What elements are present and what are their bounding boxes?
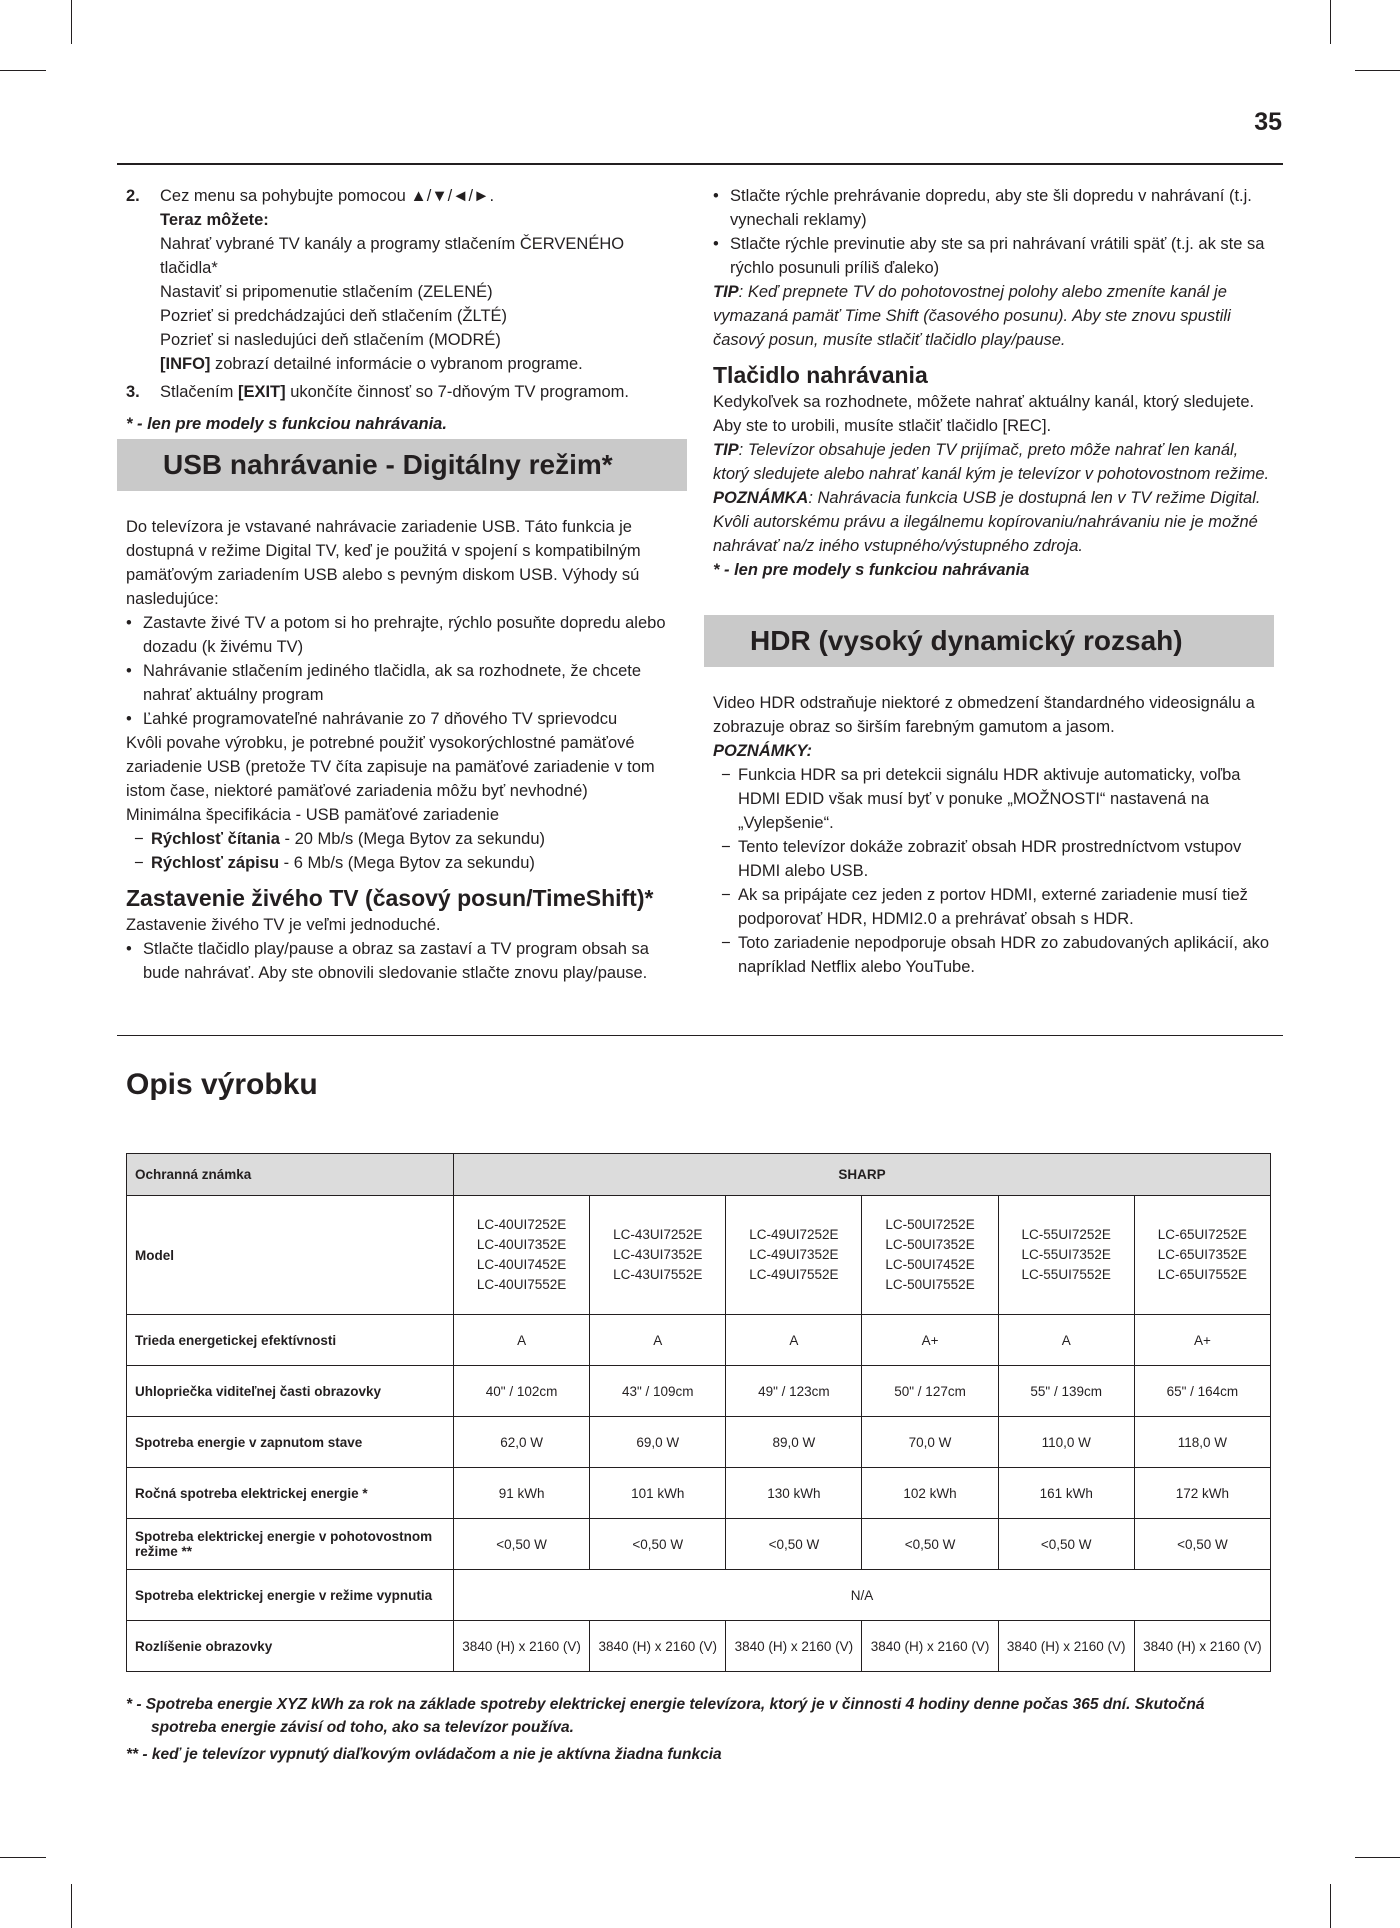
table-cell: 102 kWh [862, 1468, 998, 1519]
table-cell: 110,0 W [998, 1417, 1134, 1468]
table-cell: A [726, 1315, 862, 1366]
body-text: Zastavenie živého TV je veľmi jednoduché. [126, 916, 441, 934]
table-cell: SHARP [454, 1154, 1271, 1196]
table-cell: LC-50UI7252E LC-50UI7352E LC-50UI7452E LC-50UI7552E [862, 1196, 998, 1315]
crop-mark [71, 0, 72, 44]
numbered-item [126, 380, 686, 404]
table-cell: 62,0 W [454, 1417, 590, 1468]
note-text: POZNÁMKA: Nahrávacia funkcia USB je dostupná len v TV režime Digital. Kvôli autorskému právu a ilegálnemu kopírovaniu/nahrávaniu nie je možné nahrávať na/z iného vstupného/výstupného zdroja. [713, 489, 1261, 555]
item-number: 3. [126, 383, 140, 401]
footnote: * - len pre modely s funkciou nahrávania [713, 561, 1030, 579]
body-text: Do televízora je vstavané nahrávacie zariadenie USB. Táto funkcia je dostupná v režime Digital TV, keď je použitá v spojení s kompatibilným pamäťovým zariadením USB alebo s pevným diskom USB. Výhody sú nasledujúce: [126, 518, 641, 608]
page-number: 35 [1254, 108, 1282, 136]
table-cell: 3840 (H) x 2160 (V) [454, 1621, 590, 1672]
table-cell: A+ [862, 1315, 998, 1366]
list-item: − Funkcia HDR sa pri detekcii signálu HDR aktivuje automaticky, voľba HDMI EDID však musí byť v ponuke „MOŽNOSTI“ nastavená na „Vylepšenie“. [713, 763, 1273, 835]
body-text: Stlačením [EXIT] ukončíte činnosť so 7-dňovým TV programom. [160, 383, 629, 401]
table-cell: 55" / 139cm [998, 1366, 1134, 1417]
list-item: − Toto zariadenie nepodporuje obsah HDR zo zabudovaných aplikácií, ako napríklad Netflix alebo YouTube. [713, 931, 1273, 979]
usb-section-heading: USB nahrávanie - Digitálny režim* [117, 439, 687, 491]
left-column-bottom [126, 515, 686, 985]
table-cell: Ročná spotreba elektrickej energie * [127, 1468, 454, 1519]
list-item: • Zastavte živé TV a potom si ho prehrajte, rýchlo posuňte dopredu alebo dozadu (k živému TV) [126, 611, 686, 659]
right-column-bottom [713, 691, 1273, 979]
item-number: 2. [126, 187, 140, 205]
table-row [127, 1519, 1271, 1570]
table-cell: A [998, 1315, 1134, 1366]
table-cell: 43" / 109cm [590, 1366, 726, 1417]
body-text: Kvôli povahe výrobku, je potrebné použiť vysokorýchlostné pamäťové zariadenie USB (pretože TV číta zapisuje na pamäťové zariadenie v tom istom čase, niektoré pamäťové zariadenia môžu byť nevhodné) [126, 734, 655, 800]
table-cell: 40" / 102cm [454, 1366, 590, 1417]
body-text: [INFO] zobrazí detailné informácie o vybranom programe. [160, 355, 583, 373]
top-rule [117, 163, 1283, 165]
table-cell: 130 kWh [726, 1468, 862, 1519]
body-text: Minimálna špecifikácia - USB pamäťové zariadenie [126, 806, 500, 824]
subheading: Teraz môžete: [160, 211, 269, 229]
list-item: • Stlačte tlačidlo play/pause a obraz sa zastaví a TV program obsah sa bude nahrávať. Aby ste obnovili sledovanie stlačte znovu play/pause. [126, 937, 686, 985]
table-cell: <0,50 W [590, 1519, 726, 1570]
table-cell: 70,0 W [862, 1417, 998, 1468]
crop-mark [0, 70, 46, 71]
table-cell: Spotreba elektrickej energie v režime vypnutia [127, 1570, 454, 1621]
body-text: Video HDR odstraňuje niektoré z obmedzení štandardného videosignálu a zobrazuje obraz so širším farebným gamutom a jasom. [713, 694, 1255, 736]
crop-mark [1330, 0, 1331, 44]
list-item: − Tento televízor dokáže zobraziť obsah HDR prostredníctvom vstupov HDMI alebo USB. [713, 835, 1273, 883]
table-cell: 91 kWh [454, 1468, 590, 1519]
table-cell: A+ [1134, 1315, 1270, 1366]
crop-mark [71, 1884, 72, 1928]
list-item: • Stlačte rýchle previnutie aby ste sa pri nahrávaní vrátili späť (t.j. ak ste sa rýchlo posunuli príliš ďaleko) [713, 232, 1273, 280]
table-cell: 3840 (H) x 2160 (V) [998, 1621, 1134, 1672]
table-cell: 65" / 164cm [1134, 1366, 1270, 1417]
table-cell: <0,50 W [862, 1519, 998, 1570]
hdr-section-heading: HDR (vysoký dynamický rozsah) [704, 615, 1274, 667]
table-cell: 3840 (H) x 2160 (V) [862, 1621, 998, 1672]
table-cell: LC-49UI7252E LC-49UI7352E LC-49UI7552E [726, 1196, 862, 1315]
table-cell: Rozlíšenie obrazovky [127, 1621, 454, 1672]
crop-mark [1355, 1857, 1400, 1858]
product-title: Opis výrobku [126, 1068, 318, 1101]
middle-rule [117, 1035, 1283, 1036]
body-text: Nahrať vybrané TV kanály a programy stlačením ČERVENÉHO tlačidla* [160, 235, 625, 277]
table-cell: 49" / 123cm [726, 1366, 862, 1417]
table-cell: A [454, 1315, 590, 1366]
table-cell: LC-65UI7252E LC-65UI7352E LC-65UI7552E [1134, 1196, 1270, 1315]
table-cell: <0,50 W [454, 1519, 590, 1570]
table-cell: N/A [454, 1570, 1271, 1621]
section-heading: Tlačidlo nahrávania [713, 362, 928, 388]
list-item: − Rýchlosť čítania - 20 Mb/s (Mega Bytov za sekundu) [126, 827, 686, 851]
table-cell: 3840 (H) x 2160 (V) [726, 1621, 862, 1672]
table-cell: Uhlopriečka viditeľnej časti obrazovky [127, 1366, 454, 1417]
table-cell: <0,50 W [998, 1519, 1134, 1570]
table-cell: LC-40UI7252E LC-40UI7352E LC-40UI7452E LC-40UI7552E [454, 1196, 590, 1315]
section-heading: Zastavenie živého TV (časový posun/TimeShift)* [126, 885, 654, 911]
notes-label: POZNÁMKY: [713, 742, 812, 760]
table-cell: 50" / 127cm [862, 1366, 998, 1417]
table-cell: A [590, 1315, 726, 1366]
body-text: Pozrieť si predchádzajúci deň stlačením (ŽLTÉ) [160, 307, 508, 325]
table-row [127, 1570, 1271, 1621]
table-cell: 161 kWh [998, 1468, 1134, 1519]
table-row [127, 1315, 1271, 1366]
table-cell: 172 kWh [1134, 1468, 1270, 1519]
footnote: * - Spotreba energie XYZ kWh za rok na základe spotreby elektrickej energie televízora, ktorý je v činnosti 4 hodiny denne počas 365 dní. Skutočná spotreba energie závisí od toho, ako sa televízor používa. [126, 1696, 1205, 1736]
table-cell: Spotreba energie v zapnutom stave [127, 1417, 454, 1468]
table-row [127, 1417, 1271, 1468]
spec-table [126, 1153, 1271, 1672]
body-text: Pozrieť si nasledujúci deň stlačením (MODRÉ) [160, 331, 501, 349]
table-cell: Spotreba elektrickej energie v pohotovostnom režime ** [127, 1519, 454, 1570]
list-item: − Rýchlosť zápisu - 6 Mb/s (Mega Bytov za sekundu) [126, 851, 686, 875]
table-cell: 89,0 W [726, 1417, 862, 1468]
crop-mark [0, 1857, 46, 1858]
body-text: Kedykoľvek sa rozhodnete, môžete nahrať aktuálny kanál, ktorý sledujete. Aby ste to urobili, musíte stlačiť tlačidlo [REC]. [713, 393, 1255, 435]
tip-text: TIP: Keď prepnete TV do pohotovostnej polohy alebo zmeníte kanál je vymazaná pamäť Time Shift (časového posunu). Aby ste znovu spustili časový posun, musíte stlačiť tlačidlo play/pause. [713, 283, 1231, 349]
table-cell: 3840 (H) x 2160 (V) [590, 1621, 726, 1672]
table-cell: Ochranná známka [127, 1154, 454, 1196]
list-item: • Stlačte rýchle prehrávanie dopredu, aby ste šli dopredu v nahrávaní (t.j. vynechali reklamy) [713, 184, 1273, 232]
left-column-top [126, 184, 686, 436]
table-cell: Trieda energetickej efektívnosti [127, 1315, 454, 1366]
table-cell: <0,50 W [1134, 1519, 1270, 1570]
table-row [127, 1196, 1271, 1315]
table-cell: 101 kWh [590, 1468, 726, 1519]
table-row [127, 1154, 1271, 1196]
table-cell: LC-55UI7252E LC-55UI7352E LC-55UI7552E [998, 1196, 1134, 1315]
list-item: • Nahrávanie stlačením jediného tlačidla, ak sa rozhodnete, že chcete nahrať aktuálny program [126, 659, 686, 707]
footnote: * - len pre modely s funkciou nahrávania. [126, 415, 447, 433]
crop-mark [1355, 70, 1400, 71]
table-row [127, 1621, 1271, 1672]
table-cell: 69,0 W [590, 1417, 726, 1468]
numbered-item [126, 184, 686, 376]
list-item: − Ak sa pripájate cez jeden z portov HDMI, externé zariadenie musí tiež podporovať HDR, HDMI2.0 a prehrávať obsah s HDR. [713, 883, 1273, 931]
tip-text: TIP: Televízor obsahuje jeden TV prijímač, preto môže nahrať len kanál, ktorý sledujete alebo nahrať kanál kým je televízor v pohotovostnom režime. [713, 441, 1270, 483]
body-text: Cez menu sa pohybujte pomocou ▲/▼/◄/►. [160, 187, 495, 205]
table-cell: LC-43UI7252E LC-43UI7352E LC-43UI7552E [590, 1196, 726, 1315]
crop-mark [1330, 1884, 1331, 1928]
table-cell: 3840 (H) x 2160 (V) [1134, 1621, 1270, 1672]
footnote: ** - keď je televízor vypnutý diaľkovým ovládačom a nie je aktívna žiadna funkcia [126, 1746, 722, 1763]
table-row [127, 1468, 1271, 1519]
list-item: • Ľahké programovateľné nahrávanie zo 7 dňového TV sprievodcu [126, 707, 686, 731]
body-text: Nastaviť si pripomenutie stlačením (ZELENÉ) [160, 283, 493, 301]
right-column-top [713, 184, 1273, 582]
table-cell: Model [127, 1196, 454, 1315]
table-cell: <0,50 W [726, 1519, 862, 1570]
table-cell: 118,0 W [1134, 1417, 1270, 1468]
table-row [127, 1366, 1271, 1417]
